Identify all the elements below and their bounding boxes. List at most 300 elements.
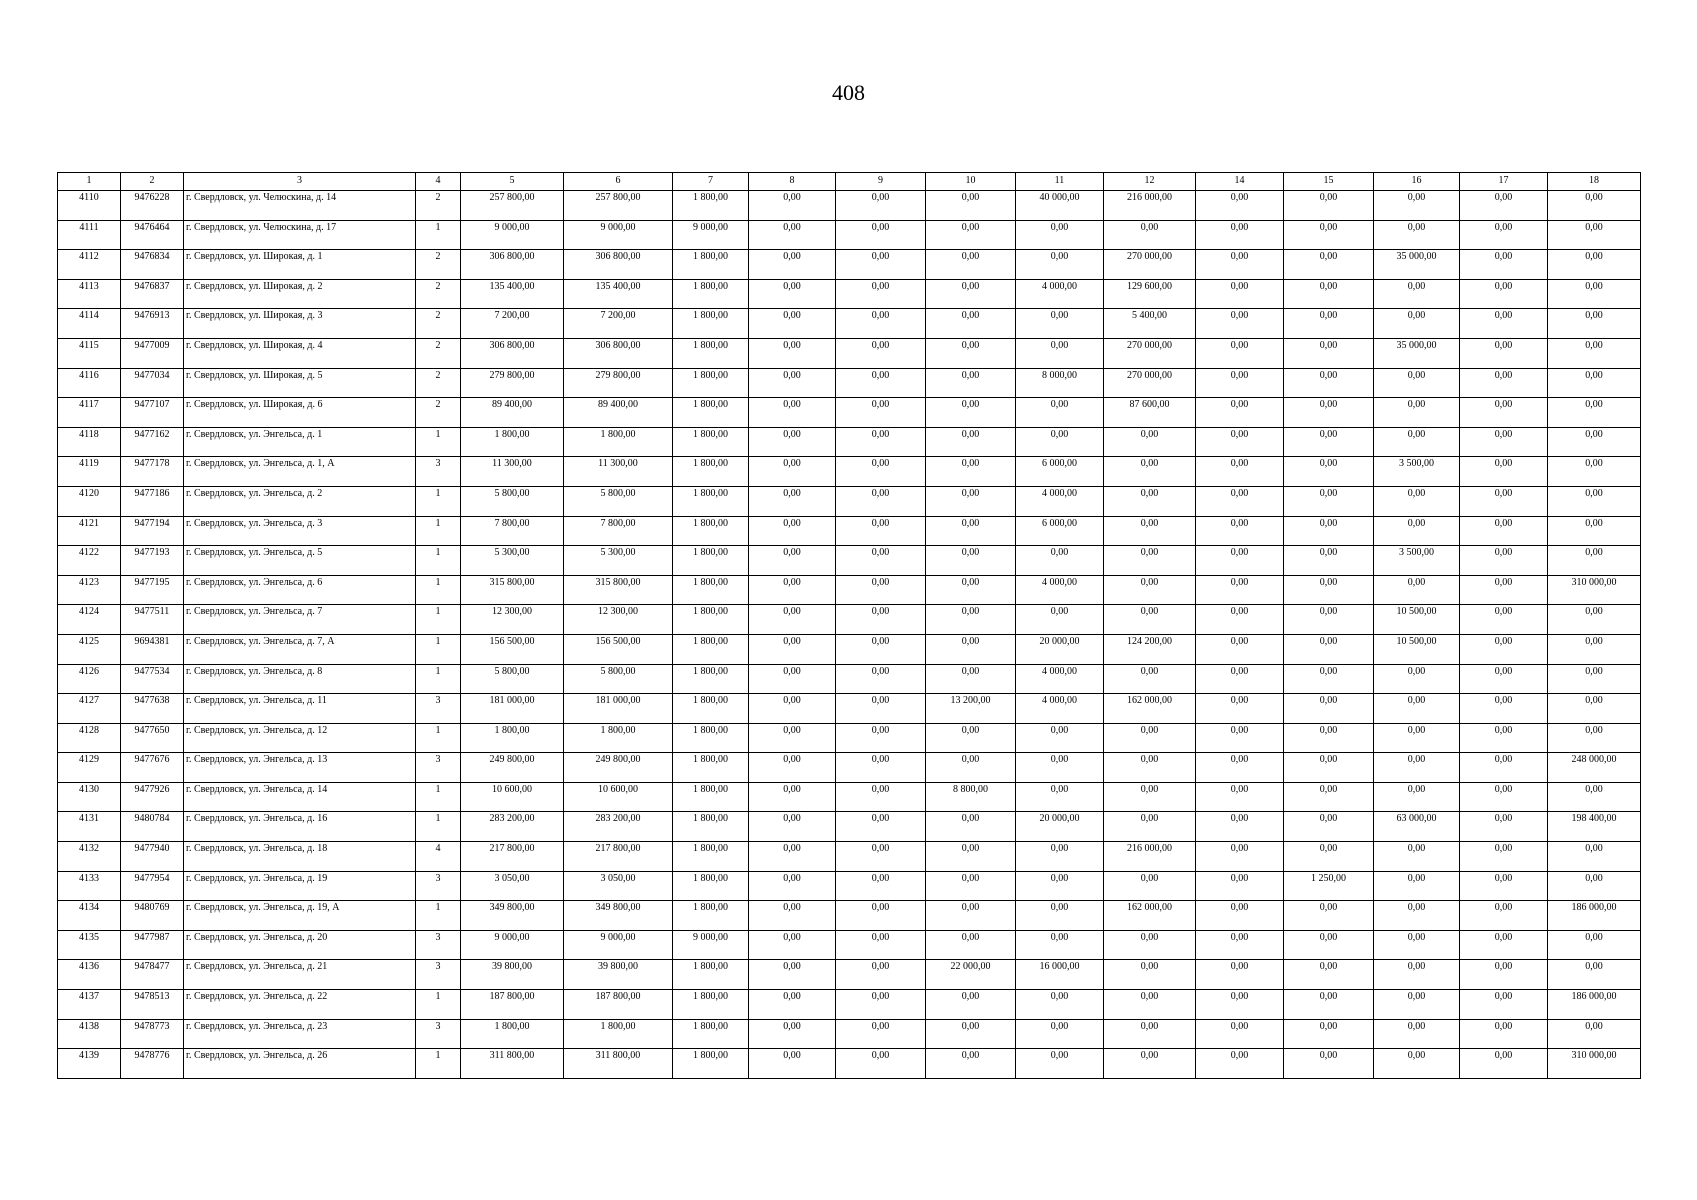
table-cell: 1 800,00: [673, 457, 749, 487]
table-cell: 1 800,00: [673, 575, 749, 605]
table-cell: 89 400,00: [461, 398, 564, 428]
table-cell: 1 800,00: [673, 279, 749, 309]
table-cell: 9476228: [121, 191, 184, 221]
table-cell: 4128: [58, 723, 121, 753]
table-cell: 9477195: [121, 575, 184, 605]
table-cell: 4 000,00: [1016, 486, 1104, 516]
table-cell: 0,00: [1284, 575, 1374, 605]
table-cell: 0,00: [1104, 871, 1196, 901]
table-cell: 0,00: [836, 723, 926, 753]
table-cell: 270 000,00: [1104, 368, 1196, 398]
table-cell: 257 800,00: [564, 191, 673, 221]
table-cell: 63 000,00: [1374, 812, 1460, 842]
address-cell: г. Свердловск, ул. Энгельса, д. 19: [184, 871, 416, 901]
table-cell: 0,00: [1460, 871, 1548, 901]
address-cell: г. Свердловск, ул. Энгельса, д. 1: [184, 427, 416, 457]
table-cell: 4115: [58, 338, 121, 368]
table-cell: 1 800,00: [673, 486, 749, 516]
table-cell: 4119: [58, 457, 121, 487]
table-cell: 0,00: [1284, 191, 1374, 221]
table-cell: 4118: [58, 427, 121, 457]
table-row: [58, 812, 1641, 842]
table-cell: 248 000,00: [1548, 753, 1641, 783]
address-cell: г. Свердловск, ул. Энгельса, д. 1, А: [184, 457, 416, 487]
table-cell: 0,00: [749, 605, 836, 635]
table-cell: 0,00: [1374, 309, 1460, 339]
table-cell: 1 800,00: [673, 191, 749, 221]
table-cell: 0,00: [1104, 753, 1196, 783]
table-cell: 349 800,00: [564, 901, 673, 931]
table-cell: 0,00: [836, 546, 926, 576]
table-cell: 9 000,00: [564, 220, 673, 250]
address-cell: г. Свердловск, ул. Энгельса, д. 26: [184, 1049, 416, 1079]
table-cell: 5 400,00: [1104, 309, 1196, 339]
table-cell: 0,00: [836, 664, 926, 694]
table-row: [58, 546, 1641, 576]
table-cell: 0,00: [1284, 842, 1374, 872]
table-cell: 5 800,00: [564, 664, 673, 694]
table-row: [58, 457, 1641, 487]
table-cell: 1 800,00: [461, 1019, 564, 1049]
table-cell: 89 400,00: [564, 398, 673, 428]
table-cell: 0,00: [1016, 901, 1104, 931]
table-cell: 0,00: [1104, 812, 1196, 842]
table-cell: 0,00: [1016, 1049, 1104, 1079]
table-cell: 0,00: [1460, 309, 1548, 339]
table-cell: 9 000,00: [673, 930, 749, 960]
address-cell: г. Свердловск, ул. Широкая, д. 1: [184, 250, 416, 280]
table-cell: 0,00: [1196, 930, 1284, 960]
table-cell: 0,00: [926, 191, 1016, 221]
table-cell: 306 800,00: [461, 250, 564, 280]
table-cell: 5 800,00: [461, 486, 564, 516]
table-cell: 1: [416, 516, 461, 546]
table-cell: 0,00: [749, 990, 836, 1020]
table-cell: 1 800,00: [673, 782, 749, 812]
table-cell: 129 600,00: [1104, 279, 1196, 309]
table-cell: 1 800,00: [673, 664, 749, 694]
table-cell: 1 800,00: [673, 901, 749, 931]
table-cell: 0,00: [749, 398, 836, 428]
table-cell: 9480784: [121, 812, 184, 842]
table-cell: 0,00: [1284, 398, 1374, 428]
table-cell: 20 000,00: [1016, 634, 1104, 664]
address-cell: г. Свердловск, ул. Широкая, д. 2: [184, 279, 416, 309]
table-cell: 0,00: [1284, 664, 1374, 694]
table-cell: 0,00: [1460, 191, 1548, 221]
address-cell: г. Свердловск, ул. Энгельса, д. 7: [184, 605, 416, 635]
table-cell: 0,00: [1104, 1019, 1196, 1049]
table-cell: 0,00: [749, 546, 836, 576]
table-cell: 9477954: [121, 871, 184, 901]
table-cell: 0,00: [1016, 1019, 1104, 1049]
table-cell: 0,00: [1196, 220, 1284, 250]
address-cell: г. Свердловск, ул. Энгельса, д. 5: [184, 546, 416, 576]
table-cell: 270 000,00: [1104, 338, 1196, 368]
table-cell: 4126: [58, 664, 121, 694]
table-cell: 0,00: [926, 398, 1016, 428]
table-cell: 5 800,00: [564, 486, 673, 516]
address-cell: г. Свердловск, ул. Энгельса, д. 22: [184, 990, 416, 1020]
table-cell: 0,00: [1374, 990, 1460, 1020]
table-cell: 4124: [58, 605, 121, 635]
table-cell: 1 800,00: [673, 634, 749, 664]
table-cell: 0,00: [1284, 990, 1374, 1020]
table-cell: 0,00: [1548, 694, 1641, 724]
table-cell: 0,00: [1548, 457, 1641, 487]
table-cell: 0,00: [926, 664, 1016, 694]
table-cell: 0,00: [926, 546, 1016, 576]
table-cell: 0,00: [1196, 279, 1284, 309]
table-cell: 0,00: [1016, 753, 1104, 783]
table-cell: 7 200,00: [564, 309, 673, 339]
table-cell: 16 000,00: [1016, 960, 1104, 990]
table-cell: 4127: [58, 694, 121, 724]
table-cell: 1 800,00: [673, 605, 749, 635]
table-cell: 315 800,00: [564, 575, 673, 605]
column-header: 18: [1548, 173, 1641, 191]
table-cell: 0,00: [749, 634, 836, 664]
table-cell: 0,00: [836, 250, 926, 280]
table-cell: 0,00: [749, 842, 836, 872]
table-cell: 0,00: [1460, 930, 1548, 960]
table-cell: 1: [416, 723, 461, 753]
register-table: [57, 172, 1641, 1079]
table-cell: 0,00: [749, 664, 836, 694]
table-cell: 5 300,00: [564, 546, 673, 576]
address-cell: г. Свердловск, ул. Челюскина, д. 14: [184, 191, 416, 221]
table-cell: 3: [416, 871, 461, 901]
table-cell: 9476913: [121, 309, 184, 339]
table-cell: 0,00: [1374, 398, 1460, 428]
table-cell: 9 000,00: [564, 930, 673, 960]
table-cell: 0,00: [926, 723, 1016, 753]
table-cell: 0,00: [1196, 812, 1284, 842]
table-cell: 7 200,00: [461, 309, 564, 339]
table-cell: 9478477: [121, 960, 184, 990]
table-cell: 0,00: [1196, 338, 1284, 368]
table-cell: 0,00: [836, 990, 926, 1020]
table-cell: 12 300,00: [564, 605, 673, 635]
table-row: [58, 901, 1641, 931]
table-cell: 187 800,00: [564, 990, 673, 1020]
table-cell: 0,00: [1460, 782, 1548, 812]
table-cell: 0,00: [1284, 723, 1374, 753]
table-cell: 0,00: [926, 634, 1016, 664]
table-cell: 4113: [58, 279, 121, 309]
table-cell: 40 000,00: [1016, 191, 1104, 221]
table-cell: 10 600,00: [461, 782, 564, 812]
table-cell: 3 500,00: [1374, 546, 1460, 576]
table-cell: 0,00: [749, 338, 836, 368]
table-cell: 0,00: [1284, 486, 1374, 516]
table-cell: 3 050,00: [461, 871, 564, 901]
table-cell: 0,00: [926, 279, 1016, 309]
table-cell: 1 800,00: [673, 338, 749, 368]
address-cell: г. Свердловск, ул. Энгельса, д. 6: [184, 575, 416, 605]
table-cell: 0,00: [1196, 960, 1284, 990]
table-cell: 0,00: [1548, 309, 1641, 339]
table-cell: 0,00: [1196, 575, 1284, 605]
table-cell: 1 800,00: [673, 309, 749, 339]
table-cell: 0,00: [1104, 605, 1196, 635]
table-cell: 0,00: [1284, 634, 1374, 664]
table-cell: 1 800,00: [673, 368, 749, 398]
table-row: [58, 250, 1641, 280]
column-header: 1: [58, 173, 121, 191]
table-cell: 0,00: [1548, 250, 1641, 280]
table-cell: 0,00: [1104, 664, 1196, 694]
table-cell: 0,00: [1284, 812, 1374, 842]
table-row: [58, 338, 1641, 368]
column-header: 9: [836, 173, 926, 191]
table-cell: 1 800,00: [673, 990, 749, 1020]
table-cell: 0,00: [926, 368, 1016, 398]
table-cell: 9 000,00: [461, 220, 564, 250]
table-cell: 9478773: [121, 1019, 184, 1049]
table-cell: 0,00: [1374, 664, 1460, 694]
table-cell: 217 800,00: [461, 842, 564, 872]
table-cell: 0,00: [1374, 516, 1460, 546]
table-cell: 0,00: [1284, 546, 1374, 576]
table-cell: 9 000,00: [461, 930, 564, 960]
table-cell: 0,00: [1016, 723, 1104, 753]
table-cell: 1 800,00: [673, 871, 749, 901]
table-cell: 0,00: [1548, 723, 1641, 753]
column-number-row: [58, 173, 1641, 191]
table-cell: 0,00: [1284, 782, 1374, 812]
table-cell: 0,00: [1016, 605, 1104, 635]
table-cell: 0,00: [836, 812, 926, 842]
table-cell: 9 000,00: [673, 220, 749, 250]
table-cell: 0,00: [836, 486, 926, 516]
table-cell: 4136: [58, 960, 121, 990]
table-cell: 0,00: [1196, 723, 1284, 753]
column-header: 7: [673, 173, 749, 191]
table-cell: 8 000,00: [1016, 368, 1104, 398]
address-cell: г. Свердловск, ул. Широкая, д. 6: [184, 398, 416, 428]
table-cell: 0,00: [1460, 812, 1548, 842]
table-cell: 0,00: [926, 338, 1016, 368]
table-cell: 0,00: [926, 812, 1016, 842]
table-cell: 0,00: [749, 960, 836, 990]
table-cell: 0,00: [1104, 723, 1196, 753]
table-cell: 3: [416, 930, 461, 960]
table-cell: 0,00: [926, 1049, 1016, 1079]
table-cell: 0,00: [1374, 901, 1460, 931]
table-cell: 0,00: [1460, 723, 1548, 753]
table-cell: 310 000,00: [1548, 575, 1641, 605]
table-cell: 0,00: [1374, 191, 1460, 221]
table-cell: 4 000,00: [1016, 694, 1104, 724]
table-cell: 9477940: [121, 842, 184, 872]
table-cell: 162 000,00: [1104, 901, 1196, 931]
table-cell: 0,00: [1284, 1019, 1374, 1049]
table-cell: 0,00: [1284, 427, 1374, 457]
table-cell: 0,00: [1460, 901, 1548, 931]
table-cell: 0,00: [749, 191, 836, 221]
table-cell: 0,00: [1548, 782, 1641, 812]
table-cell: 0,00: [1104, 546, 1196, 576]
address-cell: г. Свердловск, ул. Широкая, д. 5: [184, 368, 416, 398]
table-cell: 0,00: [1548, 368, 1641, 398]
table-cell: 0,00: [1284, 516, 1374, 546]
table-cell: 0,00: [926, 605, 1016, 635]
table-cell: 0,00: [1374, 279, 1460, 309]
table-cell: 0,00: [1460, 250, 1548, 280]
table-cell: 0,00: [1460, 664, 1548, 694]
table-cell: 311 800,00: [461, 1049, 564, 1079]
table-cell: 0,00: [836, 368, 926, 398]
table-row: [58, 220, 1641, 250]
table-cell: 0,00: [926, 871, 1016, 901]
table-cell: 0,00: [1016, 782, 1104, 812]
table-cell: 249 800,00: [564, 753, 673, 783]
table-cell: 6 000,00: [1016, 457, 1104, 487]
table-cell: 135 400,00: [564, 279, 673, 309]
table-cell: 0,00: [836, 605, 926, 635]
table-cell: 0,00: [1284, 338, 1374, 368]
table-cell: 1 800,00: [673, 842, 749, 872]
table-row: [58, 960, 1641, 990]
table-cell: 0,00: [749, 309, 836, 339]
table-cell: 306 800,00: [564, 338, 673, 368]
table-cell: 0,00: [1548, 427, 1641, 457]
table-cell: 8 800,00: [926, 782, 1016, 812]
table-cell: 0,00: [1548, 546, 1641, 576]
table-cell: 3: [416, 457, 461, 487]
table-cell: 0,00: [1196, 368, 1284, 398]
table-cell: 0,00: [1196, 309, 1284, 339]
table-cell: 0,00: [749, 871, 836, 901]
table-cell: 9477638: [121, 694, 184, 724]
table-cell: 216 000,00: [1104, 191, 1196, 221]
table-cell: 0,00: [1460, 634, 1548, 664]
table-cell: 0,00: [836, 279, 926, 309]
table-cell: 2: [416, 338, 461, 368]
table-cell: 0,00: [836, 338, 926, 368]
table-cell: 0,00: [1284, 250, 1374, 280]
table-cell: 0,00: [836, 1019, 926, 1049]
table-cell: 1 800,00: [673, 250, 749, 280]
column-header: 2: [121, 173, 184, 191]
table-cell: 0,00: [749, 694, 836, 724]
table-cell: 0,00: [1460, 960, 1548, 990]
table-cell: 217 800,00: [564, 842, 673, 872]
table-cell: 0,00: [1460, 575, 1548, 605]
table-cell: 0,00: [1548, 871, 1641, 901]
table-cell: 39 800,00: [461, 960, 564, 990]
table-cell: 1: [416, 664, 461, 694]
column-header: 6: [564, 173, 673, 191]
table-cell: 0,00: [1460, 516, 1548, 546]
table-cell: 0,00: [1284, 930, 1374, 960]
table-cell: 9694381: [121, 634, 184, 664]
table-cell: 3: [416, 753, 461, 783]
table-cell: 9477162: [121, 427, 184, 457]
table-row: [58, 191, 1641, 221]
table-cell: 0,00: [1548, 664, 1641, 694]
table-cell: 1 800,00: [673, 398, 749, 428]
table-cell: 6 000,00: [1016, 516, 1104, 546]
table-cell: 4139: [58, 1049, 121, 1079]
table-cell: 0,00: [1374, 368, 1460, 398]
table-cell: 0,00: [749, 516, 836, 546]
table-cell: 2: [416, 398, 461, 428]
table-cell: 0,00: [749, 812, 836, 842]
table-cell: 0,00: [1016, 427, 1104, 457]
table-cell: 0,00: [926, 575, 1016, 605]
address-cell: г. Свердловск, ул. Энгельса, д. 12: [184, 723, 416, 753]
table-cell: 0,00: [926, 309, 1016, 339]
table-cell: 156 500,00: [564, 634, 673, 664]
table-cell: 9476837: [121, 279, 184, 309]
table-cell: 198 400,00: [1548, 812, 1641, 842]
table-cell: 0,00: [926, 990, 1016, 1020]
table-row: [58, 842, 1641, 872]
table-cell: 9477987: [121, 930, 184, 960]
table-cell: 11 300,00: [564, 457, 673, 487]
table-cell: 186 000,00: [1548, 901, 1641, 931]
column-header: 4: [416, 173, 461, 191]
table-cell: 1 800,00: [673, 516, 749, 546]
table-cell: 0,00: [926, 753, 1016, 783]
table-row: [58, 398, 1641, 428]
column-header: 11: [1016, 173, 1104, 191]
table-cell: 0,00: [749, 1049, 836, 1079]
table-cell: 0,00: [1284, 605, 1374, 635]
table-cell: 0,00: [1196, 664, 1284, 694]
table-row: [58, 427, 1641, 457]
address-cell: г. Свердловск, ул. Энгельса, д. 19, А: [184, 901, 416, 931]
table-row: [58, 1049, 1641, 1079]
table-row: [58, 1019, 1641, 1049]
table-cell: 0,00: [1548, 960, 1641, 990]
table-cell: 2: [416, 191, 461, 221]
table-cell: 181 000,00: [564, 694, 673, 724]
table-cell: 0,00: [749, 427, 836, 457]
table-cell: 0,00: [749, 930, 836, 960]
table-cell: 0,00: [1016, 990, 1104, 1020]
table-cell: 135 400,00: [461, 279, 564, 309]
table-cell: 4130: [58, 782, 121, 812]
table-cell: 0,00: [1284, 960, 1374, 990]
table-cell: 270 000,00: [1104, 250, 1196, 280]
table-cell: 0,00: [1374, 930, 1460, 960]
table-cell: 0,00: [1284, 309, 1374, 339]
table-cell: 0,00: [1104, 930, 1196, 960]
table-cell: 10 600,00: [564, 782, 673, 812]
table-cell: 0,00: [1104, 575, 1196, 605]
table-cell: 0,00: [836, 516, 926, 546]
table-cell: 0,00: [1104, 516, 1196, 546]
table-cell: 1: [416, 901, 461, 931]
table-cell: 0,00: [1460, 605, 1548, 635]
table-cell: 0,00: [1548, 220, 1641, 250]
table-cell: 0,00: [1548, 516, 1641, 546]
table-cell: 0,00: [1374, 575, 1460, 605]
table-cell: 0,00: [749, 457, 836, 487]
table-cell: 9478513: [121, 990, 184, 1020]
table-cell: 0,00: [1548, 338, 1641, 368]
table-cell: 87 600,00: [1104, 398, 1196, 428]
table-cell: 10 500,00: [1374, 634, 1460, 664]
table-cell: 4133: [58, 871, 121, 901]
table-cell: 4134: [58, 901, 121, 931]
table-cell: 0,00: [1284, 457, 1374, 487]
table-cell: 0,00: [1104, 220, 1196, 250]
table-cell: 0,00: [1016, 930, 1104, 960]
